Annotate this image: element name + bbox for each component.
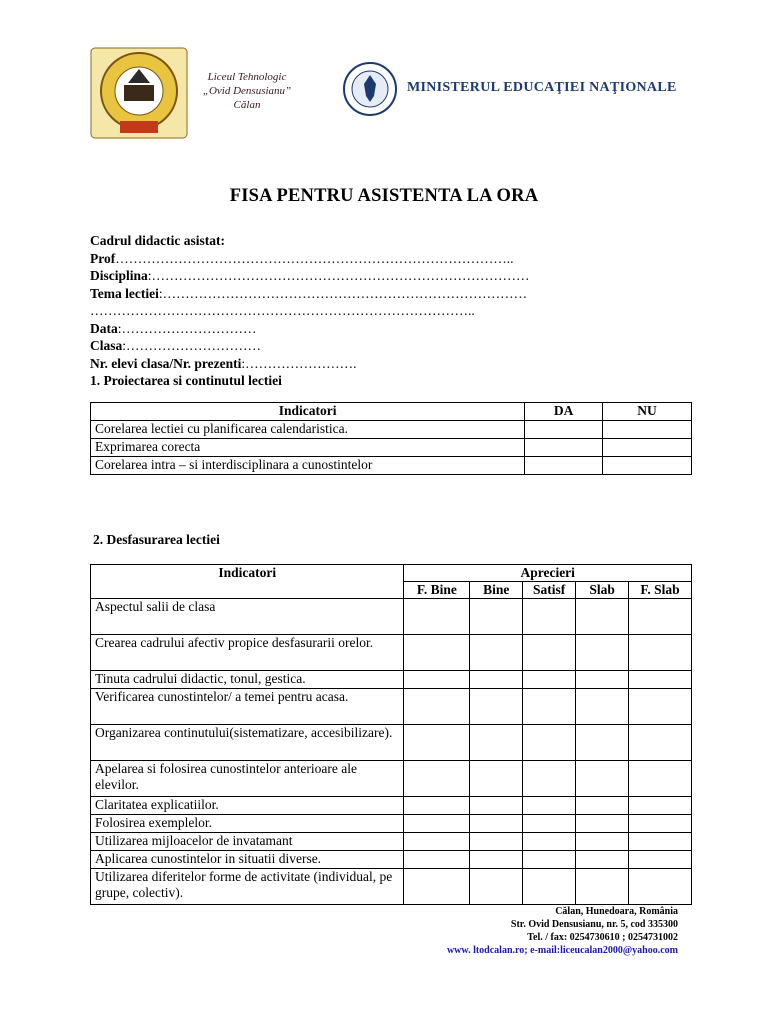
- t1-header-nu: NU: [603, 403, 692, 421]
- table-row: [91, 439, 692, 457]
- rating-cell[interactable]: [523, 725, 576, 761]
- rating-cell[interactable]: [576, 869, 629, 905]
- t1-cell-da[interactable]: [525, 421, 603, 439]
- table-row: [91, 833, 692, 851]
- t1-header-da: DA: [525, 403, 603, 421]
- tema-field-continued[interactable]: …………………………………………………………………………..: [90, 303, 475, 318]
- table-lesson-delivery: [90, 564, 692, 905]
- t1-row-label: Exprimarea corecta: [91, 439, 525, 457]
- ministry-seal-icon: [343, 62, 397, 116]
- table-row: [91, 457, 692, 475]
- rating-cell[interactable]: [576, 671, 629, 689]
- disciplina-label: Disciplina: [90, 268, 148, 283]
- rating-cell[interactable]: [470, 869, 523, 905]
- clasa-label: Clasa: [90, 338, 123, 353]
- section-2-heading: 2. Desfasurarea lectiei: [93, 532, 220, 547]
- rating-cell[interactable]: [629, 671, 692, 689]
- tema-label: Tema lectiei: [90, 285, 159, 301]
- prof-field[interactable]: ……………………………………………………………………………..: [115, 250, 514, 266]
- rating-cell[interactable]: [576, 851, 629, 869]
- t1-cell-da[interactable]: [525, 439, 603, 457]
- t2-row-label: Claritatea explicatiilor.: [91, 797, 404, 815]
- rating-cell[interactable]: [404, 599, 470, 635]
- table-row: [91, 869, 692, 905]
- rating-cell[interactable]: [629, 761, 692, 797]
- t2-header-bine: Bine: [470, 582, 523, 599]
- rating-cell[interactable]: [523, 851, 576, 869]
- footer-web-email-link[interactable]: www. ltodcalan.ro; e-mail:liceucalan2000@yahoo.com: [446, 945, 678, 956]
- t2-body: [91, 599, 692, 905]
- rating-cell[interactable]: [576, 797, 629, 815]
- t1-cell-nu[interactable]: [603, 439, 692, 457]
- t2-row-label: Folosirea exemplelor.: [91, 815, 404, 833]
- rating-cell[interactable]: [576, 689, 629, 725]
- table-row: [91, 725, 692, 761]
- rating-cell[interactable]: [576, 725, 629, 761]
- rating-cell[interactable]: [576, 833, 629, 851]
- school-name-line1: Liceul Tehnologic: [207, 71, 287, 83]
- table-row: [91, 761, 692, 797]
- table-row: [91, 851, 692, 869]
- rating-cell[interactable]: [470, 635, 523, 671]
- school-logo: [90, 47, 188, 139]
- rating-cell[interactable]: [523, 599, 576, 635]
- t2-row-label: Apelarea si folosirea cunostintelor anterioare ale elevilor.: [91, 761, 404, 797]
- rating-cell[interactable]: [576, 815, 629, 833]
- ministry-name: MINISTERUL EDUCAŢIEI NAŢIONALE: [407, 80, 677, 95]
- rating-cell[interactable]: [523, 761, 576, 797]
- table-row: [91, 797, 692, 815]
- t2-row-label: Verificarea cunostintelor/ a temei pentru acasa.: [91, 689, 404, 725]
- table-row: [91, 635, 692, 671]
- school-name-line2: „Ovid Densusianu”: [202, 85, 292, 97]
- t1-cell-nu[interactable]: [603, 457, 692, 475]
- rating-cell[interactable]: [404, 851, 470, 869]
- table-row: [91, 671, 692, 689]
- rating-cell[interactable]: [629, 725, 692, 761]
- disciplina-field[interactable]: :…………………………………………………………………………: [147, 268, 530, 283]
- table-row: [91, 815, 692, 833]
- assessment-info: [90, 232, 570, 390]
- t2-row-label: Aspectul salii de clasa: [91, 599, 404, 635]
- rating-cell[interactable]: [576, 635, 629, 671]
- prof-label: Prof: [90, 250, 116, 266]
- rating-cell[interactable]: [629, 851, 692, 869]
- t1-row-label: Corelarea intra – si interdisciplinara a cunostintelor: [91, 457, 525, 475]
- rating-cell[interactable]: [523, 815, 576, 833]
- rating-cell[interactable]: [629, 797, 692, 815]
- rating-cell[interactable]: [523, 635, 576, 671]
- t1-row-label: Corelarea lectiei cu planificarea calendaristica.: [91, 421, 525, 439]
- clasa-field[interactable]: :…………………………: [122, 338, 262, 353]
- table-row: [91, 421, 692, 439]
- table-row: [91, 599, 692, 635]
- rating-cell[interactable]: [576, 761, 629, 797]
- rating-cell[interactable]: [470, 689, 523, 725]
- t2-header-indicatori: Indicatori: [91, 565, 404, 599]
- rating-cell[interactable]: [523, 671, 576, 689]
- t2-row-label: Aplicarea cunostintelor in situatii diverse.: [91, 851, 404, 869]
- rating-cell[interactable]: [470, 815, 523, 833]
- rating-cell[interactable]: [629, 689, 692, 725]
- rating-cell[interactable]: [523, 833, 576, 851]
- t2-header-f-slab: F. Slab: [629, 582, 692, 599]
- rating-cell[interactable]: [404, 671, 470, 689]
- rating-cell[interactable]: [404, 689, 470, 725]
- t2-header-slab: Slab: [576, 582, 629, 599]
- table-lesson-design: [90, 402, 692, 475]
- t2-header-satisf: Satisf: [523, 582, 576, 599]
- cadrul-label: Cadrul didactic asistat:: [90, 233, 225, 248]
- rating-cell[interactable]: [470, 671, 523, 689]
- t2-header-aprecieri: Aprecieri: [404, 565, 692, 582]
- rating-cell[interactable]: [404, 815, 470, 833]
- rating-cell[interactable]: [404, 833, 470, 851]
- rating-cell[interactable]: [404, 869, 470, 905]
- rating-cell[interactable]: [523, 869, 576, 905]
- rating-cell[interactable]: [470, 833, 523, 851]
- footer-city: Călan, Hunedoara, România: [555, 906, 678, 917]
- t1-cell-nu[interactable]: [603, 421, 692, 439]
- rating-cell[interactable]: [629, 833, 692, 851]
- data-field[interactable]: :…………………………: [117, 320, 257, 336]
- rating-cell[interactable]: [629, 815, 692, 833]
- t2-row-label: Crearea cadrului afectiv propice desfasurarii orelor.: [91, 635, 404, 671]
- footer-address: Str. Ovid Densusianu, nr. 5, cod 335300: [510, 919, 678, 930]
- rating-cell[interactable]: [629, 599, 692, 635]
- page-title: FISA PENTRU ASISTENTA LA ORA: [229, 186, 539, 206]
- elevi-field[interactable]: :…………………….: [241, 355, 357, 371]
- table-row: [91, 689, 692, 725]
- t1-header-indicatori: Indicatori: [91, 403, 525, 421]
- rating-cell[interactable]: [470, 725, 523, 761]
- rating-cell[interactable]: [404, 761, 470, 797]
- rating-cell[interactable]: [576, 599, 629, 635]
- t2-row-label: Tinuta cadrului didactic, tonul, gestica.: [91, 671, 404, 689]
- rating-cell[interactable]: [470, 851, 523, 869]
- section-1-heading: 1. Proiectarea si continutul lectiei: [90, 373, 282, 388]
- t1-cell-da[interactable]: [525, 457, 603, 475]
- t2-row-label: Utilizarea diferitelor forme de activitate (individual, pe grupe, colectiv).: [91, 869, 404, 905]
- rating-cell[interactable]: [470, 797, 523, 815]
- school-name: [192, 70, 302, 112]
- rating-cell[interactable]: [404, 635, 470, 671]
- t2-row-label: Utilizarea mijloacelor de invatamant: [91, 833, 404, 851]
- footer-phone: Tel. / fax: 0254730610 ; 0254731002: [527, 932, 678, 943]
- rating-cell[interactable]: [523, 689, 576, 725]
- rating-cell[interactable]: [629, 869, 692, 905]
- school-name-line3: Călan: [233, 99, 261, 111]
- rating-cell[interactable]: [629, 635, 692, 671]
- data-label: Data: [90, 320, 118, 336]
- elevi-label: Nr. elevi clasa/Nr. prezenti: [90, 355, 242, 371]
- rating-cell[interactable]: [404, 797, 470, 815]
- rating-cell[interactable]: [404, 725, 470, 761]
- rating-cell[interactable]: [523, 797, 576, 815]
- rating-cell[interactable]: [470, 599, 523, 635]
- t2-row-label: Organizarea continutului(sistematizare, accesibilizare).: [91, 725, 404, 761]
- rating-cell[interactable]: [470, 761, 523, 797]
- t2-header-f-bine: F. Bine: [404, 582, 470, 599]
- tema-field[interactable]: :………………………………………………………………………: [158, 285, 528, 301]
- footer-contact: [447, 905, 678, 957]
